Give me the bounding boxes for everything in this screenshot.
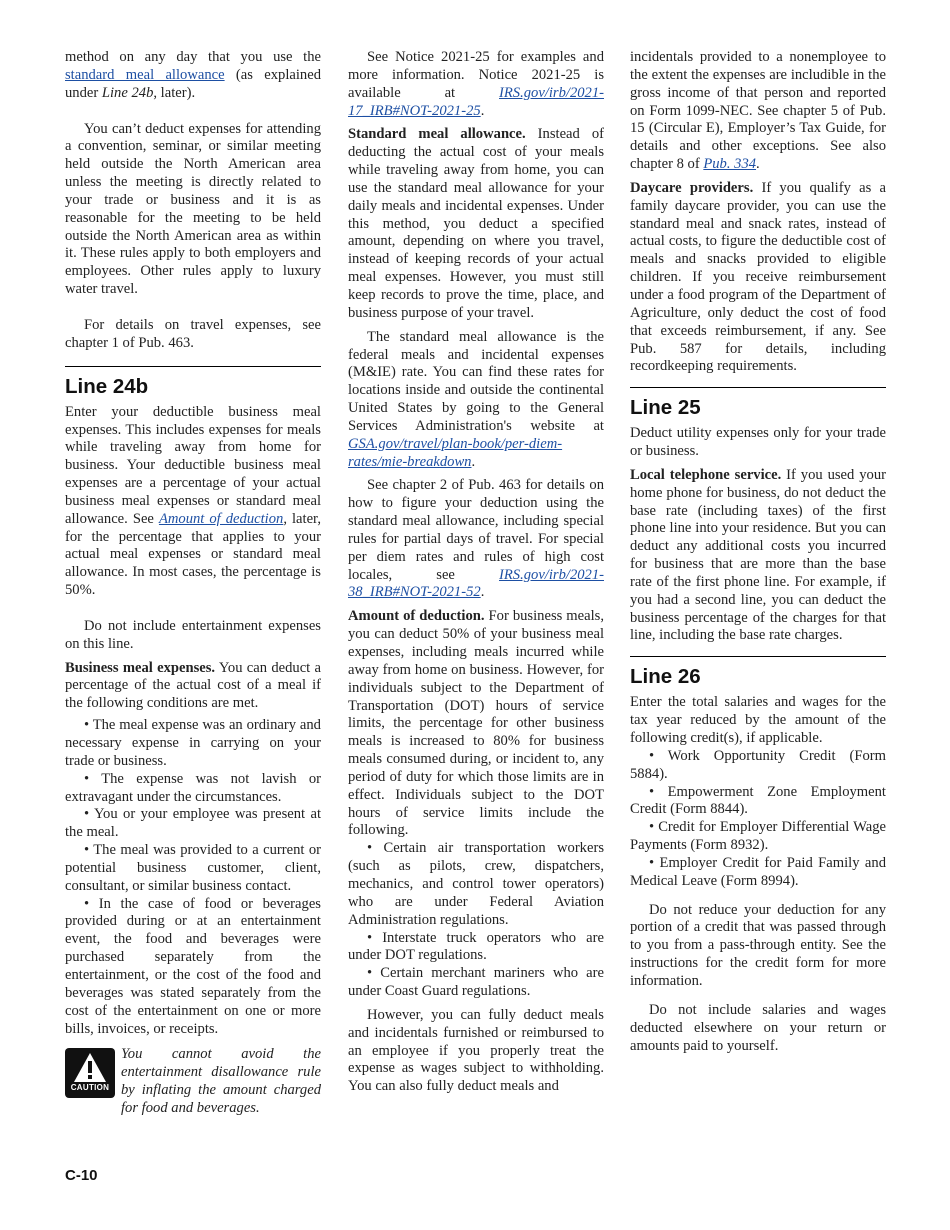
bullet-item: • Interstate truck operators who are under DOT regulations.: [348, 929, 604, 964]
caution-note: [65, 1046, 321, 1117]
standard-meal-allowance-link[interactable]: standard meal allowance: [65, 66, 225, 83]
bullet-text: Credit for Employer Differential Wage Payments (Form 8932).: [630, 819, 886, 854]
bold-label: Business meal expenses.: [65, 659, 216, 676]
bullet-text: Empowerment Zone Employment Credit (Form 8844).: [630, 783, 886, 818]
text: If you qualify as a family daycare provider, you can use the standard meal and snack rates, instead of actual costs, to figure the deductible cost of meals and snacks provided to eligible children. If you receive reimbursement under a food program of the Department of Agriculture, only deduct the cost of food that exceeds reimbursement, if any. See Pub. 587 for details, including recordkeeping requirements.: [630, 179, 886, 375]
heading-line-24b: Line 24b: [65, 374, 149, 398]
entertainment-paragraph: Do not include entertainment expenses on this line.: [65, 617, 321, 652]
bullet-item: • Empowerment Zone Employment Credit (Form 8844).: [630, 783, 886, 818]
text: .: [471, 453, 476, 470]
text: method on any day that you use the: [65, 49, 321, 65]
heading-line-26: Line 26: [630, 665, 701, 689]
amount-of-deduction-paragraph: [348, 608, 604, 840]
text: See Notice 2021-25 for examples and more information. Notice 2021-25 is available at: [348, 49, 604, 101]
bullet-item: • The meal was provided to a current or potential business customer, client, consultant, or similar business contact.: [65, 842, 321, 894]
page-number: C-10: [65, 1167, 98, 1184]
heading-line-25: Line 25: [630, 396, 701, 420]
text: , later, for the percentage that applies to your actual meal expenses or standard meal allowance. In most cases, the percentage is 50%.: [65, 510, 321, 599]
no-include-paragraph: Do not include salaries and wages deducted elsewhere on your return or amounts paid to yourself.: [630, 1001, 886, 1054]
bullet-text: Certain air transportation workers (such as pilots, crew, dispatchers, mechanics, and control tower operators) who are under Federal Aviation Administration regulations.: [348, 840, 604, 928]
text: If you used your home phone for business, do not deduct the base rate (including taxes) of the first phone line into your residence. But you can deduct any additional costs you incurred for business that are more than the base rate of the first phone line. For example, if you had a second line, you can deduct the business percentage of the charges for that line, including the base rate charges.: [630, 466, 886, 644]
caution-text: You cannot avoid the entertainment disallowance rule by inflating the amount charged for food and beverages.: [121, 1046, 321, 1116]
meal-method-paragraph: [65, 49, 321, 103]
bullet-item: • Certain air transportation workers (such as pilots, crew, dispatchers, mechanics, and control tower operators) who are under Federal Aviation Administration regulations.: [348, 840, 604, 928]
caution-label: CAUTION: [70, 1082, 110, 1092]
text: The standard meal allowance is the federal meals and incidental expenses (M&IE) rate. You can find these rates for locations inside and outside the continental United States by going to the General Services Administration's website at: [348, 328, 604, 434]
no-reduce-paragraph: Do not reduce your deduction for any portion of a credit that was passed through to you from a pass-through entity. See the instructions for the credit form for more information.: [630, 901, 886, 989]
text: Enter your deductible business meal expenses. This includes expenses for meals while traveling away from home for business. Your deductible business meal expenses are a percentage of your actual business meal expenses or standard meal allowance. See: [65, 403, 321, 527]
bold-label: Standard meal allowance.: [348, 126, 526, 143]
bullet-item: • In the case of food or beverages provided during or at an entertainment event, the food and beverages were purchased separately from the entertainment, or the cost of the food and beverages was stated separately from the cost of the entertainment on one or more bills, invoices, or receipts.: [65, 895, 321, 1037]
bullet-text: The expense was not lavish or extravagant under the circumstances.: [65, 770, 321, 805]
caution-icon: [65, 1048, 115, 1098]
local-telephone-paragraph: [630, 467, 886, 645]
text: .: [480, 584, 485, 601]
bullet-item: • The meal expense was an ordinary and necessary expense in carrying on your trade or business.: [65, 717, 321, 769]
fully-deduct-paragraph: However, you can fully deduct meals and incidentals furnished or reimbursed to an employee if you properly treat the expense as wages subject to withholding. You can also fully deduct meals and: [348, 1006, 604, 1095]
gsa-mie-link[interactable]: GSA.gov/travel/plan-book/per-diem-rates/mie-breakdown: [348, 435, 563, 470]
column-3: [630, 49, 886, 1068]
bullet-text: In the case of food or beverages provided during or at an entertainment event, the food and beverages were purchased separately from the entertainment, or the cost of the food and beverages was stated separately from the cost of the entertainment on one or more bills, invoices, or receipts.: [65, 895, 321, 1037]
standard-meal-allowance-paragraph: [348, 126, 604, 322]
notice-paragraph: [348, 49, 604, 120]
notice-2021-25-link[interactable]: IRS.gov/irb/2021-17_IRB#NOT-2021-25: [348, 84, 604, 119]
chapter-2-paragraph: [348, 477, 604, 602]
amount-of-deduction-link[interactable]: Amount of deduction: [158, 510, 284, 527]
convention-paragraph: You can’t deduct expenses for attending a convention, seminar, or similar meeting held outside the North American area unless the meeting is directly related to your trade or business and it is as reasonable for the meeting to be held outside the North American area as within it. These rules apply to both employers and employees. Other rules apply to luxury water travel.: [65, 120, 321, 298]
bold-label: Daycare providers.: [630, 179, 754, 196]
text: .: [480, 102, 485, 119]
business-meal-paragraph: [65, 660, 321, 714]
bullet-item: • Credit for Employer Differential Wage Payments (Form 8932).: [630, 819, 886, 854]
section-divider: [630, 656, 886, 657]
text: You can deduct a percentage of the actual cost of a meal if the following conditions are met.: [65, 659, 321, 712]
bullet-text: You or your employee was present at the meal.: [65, 806, 321, 841]
bullet-text: Employer Credit for Paid Family and Medical Leave (Form 8994).: [630, 854, 886, 889]
line-26-paragraph: Enter the total salaries and wages for the tax year reduced by the amount of the following credit(s), if applicable.: [630, 694, 886, 746]
text: For business meals, you can deduct 50% of your business meal expenses, including meals incurred while away from home on business. However, for individuals subject to the Department of Transportation (DOT) hours of service limits, the percentage for other business meals is increased to 80% for business meals consumed during, or incident to, any period of duty for which those limits are in effect. Individuals subject to the DOT hours of service limits include the following.: [348, 608, 604, 839]
bullet-text: Interstate truck operators who are under DOT regulations.: [348, 929, 604, 964]
bullet-item: • You or your employee was present at the meal.: [65, 806, 321, 841]
bullet-item: • Certain merchant mariners who are under Coast Guard regulations.: [348, 965, 604, 1000]
column-1: [65, 49, 321, 1118]
bullet-item: • Employer Credit for Paid Family and Medical Leave (Form 8994).: [630, 854, 886, 889]
notice-2021-52-link[interactable]: IRS.gov/irb/2021-38_IRB#NOT-2021-52: [348, 566, 604, 601]
bullet-item: • The expense was not lavish or extravagant under the circumstances.: [65, 770, 321, 805]
daycare-paragraph: [630, 180, 886, 376]
bullet-text: Work Opportunity Credit (Form 5884).: [630, 747, 886, 782]
text: See chapter 2 of Pub. 463 for details on how to figure your deduction using the standard meal allowance, including special rules for partial days of travel. For special per diem rates and rules of high cost locales, see: [348, 477, 604, 583]
bullet-text: The meal expense was an ordinary and necessary expense in carrying on your trade or business.: [65, 717, 321, 769]
bullet-text: The meal was provided to a current or potential business customer, client, consultant, or similar business contact.: [65, 842, 321, 894]
line-25-paragraph: Deduct utility expenses only for your trade or business.: [630, 425, 886, 460]
incidentals-paragraph: [630, 49, 886, 174]
bullet-item: • Work Opportunity Credit (Form 5884).: [630, 747, 886, 782]
text: incidentals provided to a nonemployee to the extent the expenses are includible in the gross income of that person and reported on Form 1099-NEC. See chapter 5 of Pub. 15 (Circular E), Employer’s Tax Guide, for details and other exceptions. See also chapter 8 of: [630, 49, 886, 173]
section-divider: [65, 366, 321, 367]
bold-label: Amount of deduction.: [348, 608, 485, 625]
bullet-text: Certain merchant mariners who are under Coast Guard regulations.: [348, 965, 604, 1000]
text-italic: Line 24b: [101, 84, 154, 101]
mie-paragraph: [348, 329, 604, 472]
column-2: [348, 49, 604, 1109]
text: Instead of deducting the actual cost of your meals while traveling away from home, you can use the standard meal allowance for your daily meals and incidental expenses. Under this method, you deduct a specified amount, depending on where you travel, instead of keeping records of your actual meal expenses. However, you must still keep records to prove the time, place, and business purpose of your travel.: [348, 126, 604, 321]
text: .: [756, 156, 760, 173]
text: , later).: [153, 84, 196, 101]
text: (as explained under: [65, 66, 322, 101]
travel-details-paragraph: For details on travel expenses, see chapter 1 of Pub. 463.: [65, 316, 321, 351]
pub-334-link[interactable]: Pub. 334: [703, 156, 757, 173]
section-divider: [630, 387, 886, 388]
bold-label: Local telephone service.: [630, 466, 782, 483]
line-24b-paragraph: [65, 404, 321, 600]
